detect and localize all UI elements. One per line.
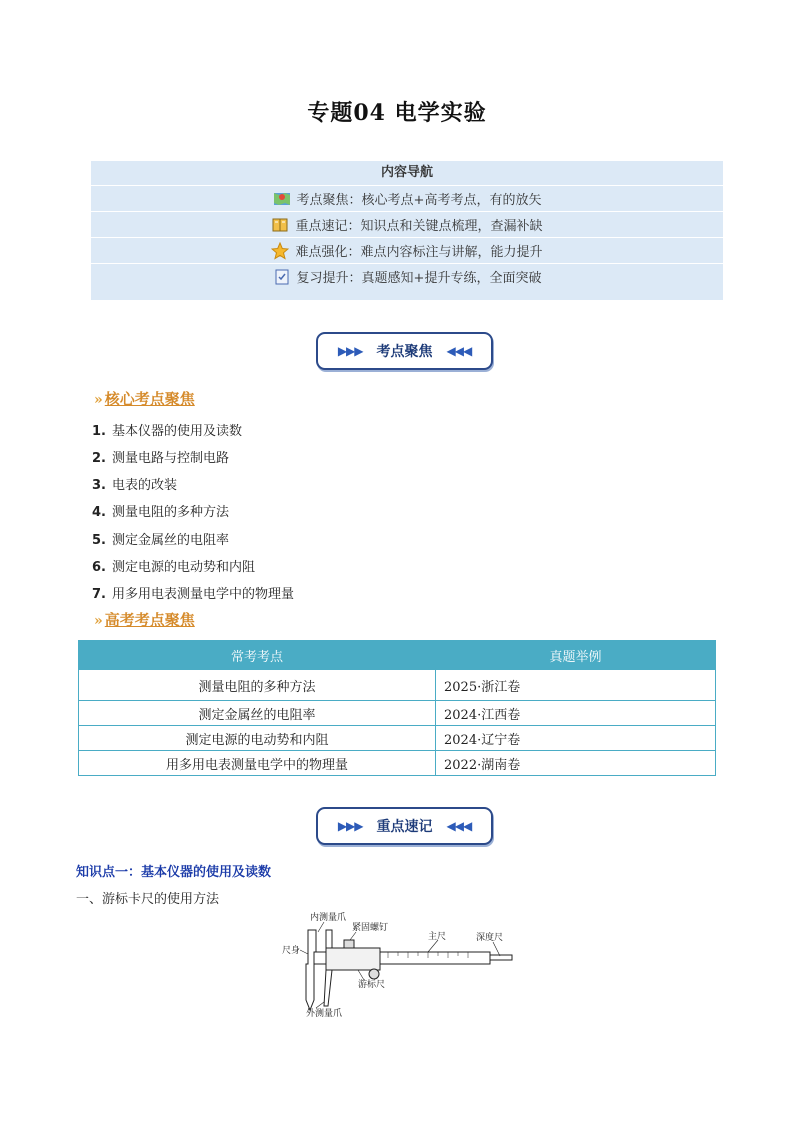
label-body: 尺身 [282,946,301,956]
list-item: 4. 测量电阻的多种方法 [92,505,229,520]
table-cell: 测量电阻的多种方法 [79,670,436,701]
label-main-scale: 主尺 [428,932,447,942]
table-cell: 2024·江西卷 [436,701,716,726]
table-cell: 测定电源的电动势和内阻 [79,726,436,751]
nav-row-text: 复习提升：真题感知+提升专练，全面突破 [296,271,542,286]
nav-row-text: 考点聚焦：核心考点+高考考点，有的放矢 [296,193,542,208]
label-screw: 紧固螺钉 [352,923,389,933]
content-navigation [91,161,723,300]
badge-label: 重点速记 [376,819,433,835]
section-heading-exam [94,609,195,630]
section-badge-notes [316,807,493,845]
table-row [79,726,716,751]
list-item: 5. 测定金属丝的电阻率 [92,533,229,548]
book-icon [271,216,289,234]
exam-table [78,640,716,776]
nav-row-difficulty [91,237,723,263]
nav-row-text: 重点速记：知识点和关键点梳理，查漏补缺 [295,219,543,234]
arrows-right-icon: ▶▶▶ [337,344,363,358]
table-row [79,751,716,776]
label-depth-rod: 深度尺 [476,933,504,943]
list-item: 2. 测量电路与控制电路 [92,451,229,466]
table-cell: 2022·湖南卷 [436,751,716,776]
table-header-row [79,641,716,670]
section-title: 核心考点聚焦 [104,390,195,408]
label-vernier: 游标尺 [358,980,386,990]
double-chevron-icon: » [94,613,103,629]
table-cell: 测定金属丝的电阻率 [79,701,436,726]
navigation-heading: 内容导航 [380,165,433,180]
arrows-left-icon: ◀◀◀ [446,344,472,358]
nav-row-notes [91,211,723,237]
list-item: 3. 电表的改装 [92,478,177,493]
subheading: 一、游标卡尺的使用方法 [76,892,220,907]
list-item: 6. 测定电源的电动势和内阻 [92,560,255,575]
table-row [79,701,716,726]
list-item: 1. 基本仪器的使用及读数 [92,424,242,439]
list-item: 7. 用多用电表测量电学中的物理量 [92,587,294,602]
nav-row-text: 难点强化：难点内容标注与讲解，能力提升 [295,245,543,260]
badge-label: 考点聚焦 [376,344,433,360]
section-heading-core [94,388,195,409]
table-cell: 2024·辽宁卷 [436,726,716,751]
table-cell: 用多用电表测量电学中的物理量 [79,751,436,776]
label-inner-jaw: 内测量爪 [310,913,347,923]
vernier-caliper-figure [278,910,518,1020]
map-icon [273,190,291,208]
knowledge-point-heading: 知识点一：基本仪器的使用及读数 [76,865,272,880]
section-title: 高考考点聚焦 [104,611,195,629]
nav-row-focus [91,185,723,211]
column-header: 真题举例 [436,641,716,670]
section-badge-focus [316,332,493,370]
label-outer-jaw: 外测量爪 [306,1009,343,1019]
nav-row-review [91,263,723,289]
table-cell: 2025·浙江卷 [436,670,716,701]
arrows-left-icon: ◀◀◀ [446,819,472,833]
star-icon [271,242,289,260]
page-title: 专题04 电学实验 [307,100,487,126]
arrows-right-icon: ▶▶▶ [337,819,363,833]
column-header: 常考考点 [79,641,436,670]
double-chevron-icon: » [94,392,103,408]
checklist-icon [273,268,291,286]
table-row [79,670,716,701]
